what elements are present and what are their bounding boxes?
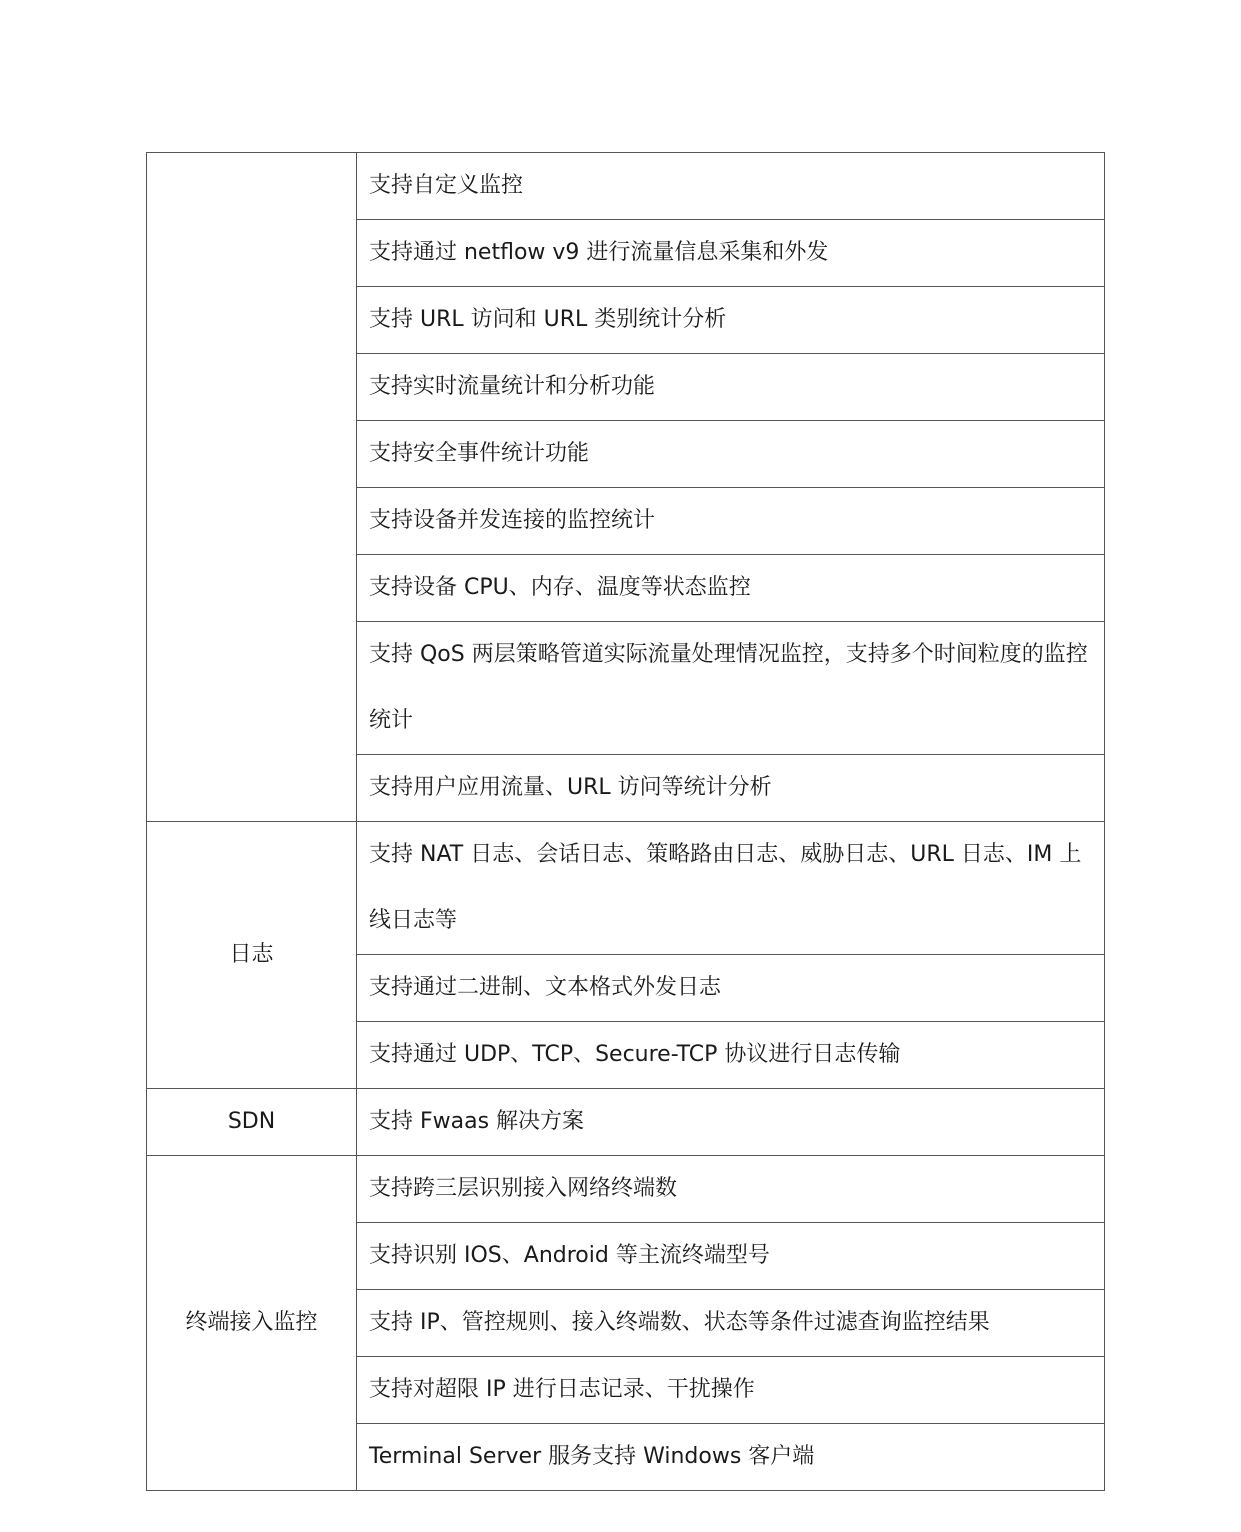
feature-cell: 支持用户应用流量、URL 访问等统计分析 [357, 755, 1105, 822]
feature-cell: 支持安全事件统计功能 [357, 421, 1105, 488]
table-row [147, 822, 1105, 955]
feature-cell: 支持通过二进制、文本格式外发日志 [357, 955, 1105, 1022]
feature-cell: 支持实时流量统计和分析功能 [357, 354, 1105, 421]
feature-cell: 支持 IP、管控规则、接入终端数、状态等条件过滤查询监控结果 [357, 1290, 1105, 1357]
feature-cell: Terminal Server 服务支持 Windows 客户端 [357, 1424, 1105, 1491]
table-row [147, 1089, 1105, 1156]
feature-spec-table [146, 152, 1105, 1491]
table-row [147, 153, 1105, 220]
feature-cell: 支持 URL 访问和 URL 类别统计分析 [357, 287, 1105, 354]
feature-cell: 支持通过 UDP、TCP、Secure-TCP 协议进行日志传输 [357, 1022, 1105, 1089]
feature-cell: 支持 Fwaas 解决方案 [357, 1089, 1105, 1156]
feature-cell: 支持对超限 IP 进行日志记录、干扰操作 [357, 1357, 1105, 1424]
feature-cell: 支持设备并发连接的监控统计 [357, 488, 1105, 555]
category-cell-sdn: SDN [147, 1089, 357, 1156]
category-cell-logs: 日志 [147, 822, 357, 1089]
feature-cell: 支持自定义监控 [357, 153, 1105, 220]
category-cell-terminal-access: 终端接入监控 [147, 1156, 357, 1491]
feature-cell: 支持通过 netflow v9 进行流量信息采集和外发 [357, 220, 1105, 287]
feature-cell: 支持跨三层识别接入网络终端数 [357, 1156, 1105, 1223]
category-cell-monitoring [147, 153, 357, 822]
feature-cell: 支持识别 IOS、Android 等主流终端型号 [357, 1223, 1105, 1290]
table-row [147, 1156, 1105, 1223]
feature-cell: 支持 NAT 日志、会话日志、策略路由日志、威胁日志、URL 日志、IM 上线日志等 [357, 822, 1105, 955]
feature-cell: 支持设备 CPU、内存、温度等状态监控 [357, 555, 1105, 622]
feature-cell: 支持 QoS 两层策略管道实际流量处理情况监控，支持多个时间粒度的监控统计 [357, 622, 1105, 755]
